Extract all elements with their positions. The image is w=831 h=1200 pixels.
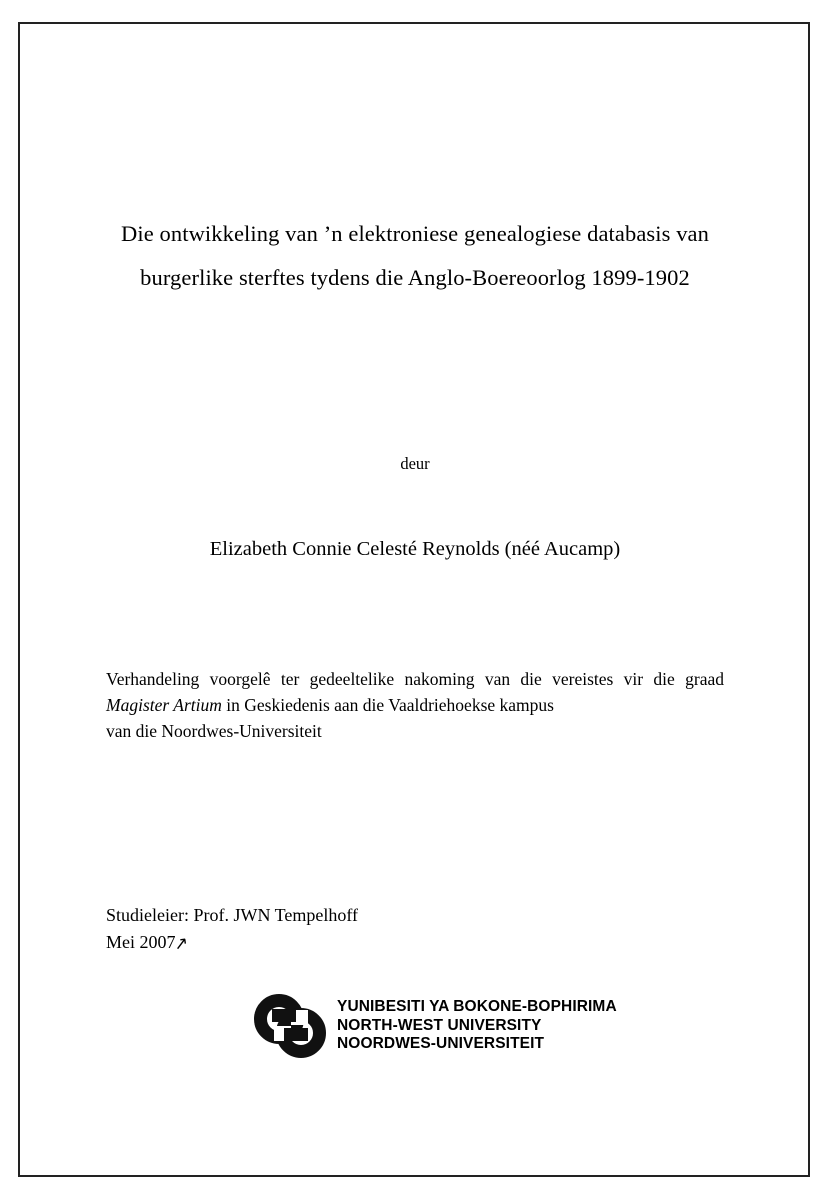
date-line	[106, 929, 724, 956]
page-title	[90, 212, 740, 300]
logo-line-3: NOORDWES-UNIVERSITEIT	[337, 1035, 545, 1053]
supervisor-line: Studieleier: Prof. JWN Tempelhoff	[106, 905, 359, 925]
handwritten-mark-icon: ↗	[172, 933, 190, 954]
university-logo	[90, 990, 740, 1068]
logo-text	[337, 998, 617, 1054]
title-line-1: Die ontwikkeling van ’n elektroniese genealogiese databasis van	[121, 221, 709, 246]
page-content	[90, 22, 740, 1177]
degree-statement	[106, 666, 724, 744]
degree-name: Magister Artium	[106, 695, 222, 715]
author-name: Elizabeth Connie Celesté Reynolds (néé Aucamp)	[209, 538, 621, 560]
logo-line-1: YUNIBESITI YA BOKONE-BOPHIRIMA	[337, 998, 617, 1016]
statement-part-2: in Geskiedenis aan die Vaaldriehoekse kampus	[221, 695, 554, 715]
statement-part-3: van die Noordwes-Universiteit	[106, 721, 322, 741]
nwu-emblem-icon	[254, 990, 328, 1062]
statement-part-1: Verhandeling voorgelê ter gedeeltelike nakoming van die vereistes vir die graad	[106, 669, 724, 689]
logo-line-2: NORTH-WEST UNIVERSITY	[337, 1016, 542, 1034]
supervisor-block	[106, 902, 724, 956]
by-label: deur	[400, 454, 430, 473]
date-text: Mei 2007	[106, 932, 176, 952]
title-line-2: burgerlike sterftes tydens die Anglo-Boereoorlog 1899-1902	[140, 265, 690, 290]
